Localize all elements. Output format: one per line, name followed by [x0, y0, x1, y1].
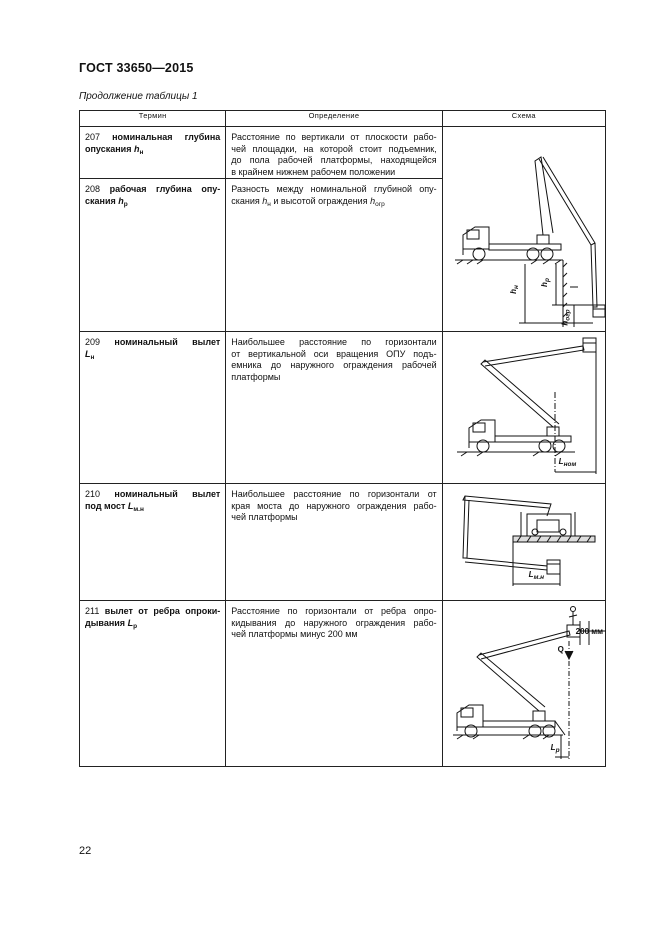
definition-line: Расстояние по горизонтали от ребра опро- — [231, 606, 437, 616]
depth-scheme-diagram — [443, 127, 606, 330]
term-cell-207 — [80, 127, 226, 179]
column-header-definition: Определение — [226, 111, 442, 127]
term-symbol: L — [127, 617, 134, 628]
term-number: 210 — [85, 489, 101, 499]
scheme1-label-hp: $h_р$ — [539, 278, 551, 287]
scheme4-label-Q: Q — [557, 645, 564, 654]
term-symbol-sub: н — [139, 148, 144, 156]
definition-line: платформы — [231, 371, 281, 382]
term-text: номинальный вылет — [114, 489, 221, 499]
terms-table — [79, 110, 606, 767]
term-cell-209 — [80, 332, 226, 484]
definition-line: от вертикальной оси вращения ОПУ подъ- — [231, 348, 437, 359]
term-symbol-sub: н — [90, 353, 95, 361]
definition-line: кидывания до наружного ограждения рабо- — [231, 617, 437, 628]
definition-cell-208 — [226, 179, 442, 332]
scheme-cell-207-208 — [442, 127, 605, 332]
term-symbol-sub: р — [133, 622, 138, 630]
definition-line: чей площадки, на которой стоит подъемник, — [231, 143, 437, 154]
reach-scheme-diagram — [443, 332, 606, 482]
term-text: под мост — [85, 500, 126, 511]
column-header-term: Термин — [80, 111, 226, 127]
definition-line: до пола рабочей платформы, находящейся — [231, 155, 437, 165]
term-number: 207 — [85, 132, 101, 142]
term-symbol: h — [133, 143, 140, 154]
term-text: номинальный вылет — [114, 337, 221, 347]
definition-line: края моста до наружного ограждения рабо- — [231, 500, 437, 511]
under-bridge-scheme-diagram — [443, 484, 606, 599]
term-text: дывания — [85, 617, 126, 628]
term-symbol-sub: р — [123, 200, 128, 208]
definition-cell-209 — [226, 332, 442, 484]
definition-line: Наибольшее расстояние по горизонтали — [231, 337, 437, 347]
overturn-reach-scheme-diagram — [443, 601, 606, 765]
table-header-row — [80, 111, 606, 127]
table-row — [80, 601, 606, 767]
scheme-cell-209 — [442, 332, 605, 484]
definition-line: чей платформы минус 200 мм — [231, 629, 358, 639]
definition-line: емника до наружного ограждения рабочей — [231, 360, 437, 370]
term-number: 209 — [85, 337, 101, 347]
term-text: скания — [85, 195, 116, 206]
term-number: 208 — [85, 184, 101, 194]
table-caption: Продолжение таблицы 1 — [79, 91, 198, 102]
scheme4-label-L: $L_р$ — [550, 743, 560, 754]
column-header-scheme: Схема — [442, 111, 605, 127]
scheme3-label-L: $L_{м.н}$ — [528, 570, 545, 581]
scheme2-label-L: $L_{ном}$ — [558, 457, 577, 468]
term-text: вылет от ребра опроки- — [104, 606, 221, 616]
term-text: номинальная глубина — [112, 132, 221, 142]
term-number: 211 — [85, 606, 100, 616]
scheme1-label-hogr: $h_{огр}$ — [560, 309, 572, 326]
definition-line: чей платформы — [231, 512, 298, 522]
table-row — [80, 127, 606, 179]
definition-cell-210 — [226, 484, 442, 601]
definition-cell-207 — [226, 127, 442, 179]
term-symbol: L — [85, 348, 91, 359]
scheme1-label-hn: $h_н$ — [508, 285, 520, 294]
term-symbol: h — [118, 195, 124, 206]
page-number: 22 — [79, 845, 92, 857]
term-cell-208 — [80, 179, 226, 332]
term-symbol-sub: м.н — [133, 505, 144, 513]
definition-line: Наибольшее расстояние по горизонтали от — [231, 489, 437, 499]
definition-line: в крайнем нижнем рабочем положении — [231, 166, 396, 177]
term-cell-210 — [80, 484, 226, 601]
definition-line: Разность между номинальной глубиной опу- — [231, 184, 437, 194]
scheme-cell-211 — [442, 601, 605, 767]
term-text: рабочая глубина опу- — [109, 184, 221, 194]
term-symbol: L — [127, 500, 134, 511]
definition-cell-211 — [226, 601, 442, 767]
table-row — [80, 484, 606, 601]
term-cell-211 — [80, 601, 226, 767]
scheme-cell-210 — [442, 484, 605, 601]
term-text: опускания — [85, 143, 132, 154]
definition-line: скания $h_н$ и высотой ограждения $h_{огр}$ — [231, 195, 385, 208]
table-row — [80, 332, 606, 484]
scheme4-label-200mm: 200 мм — [575, 627, 604, 636]
definition-line: Расстояние по вертикали от плоскости рабо- — [231, 132, 437, 142]
document-header: ГОСТ 33650—2015 — [79, 61, 194, 75]
